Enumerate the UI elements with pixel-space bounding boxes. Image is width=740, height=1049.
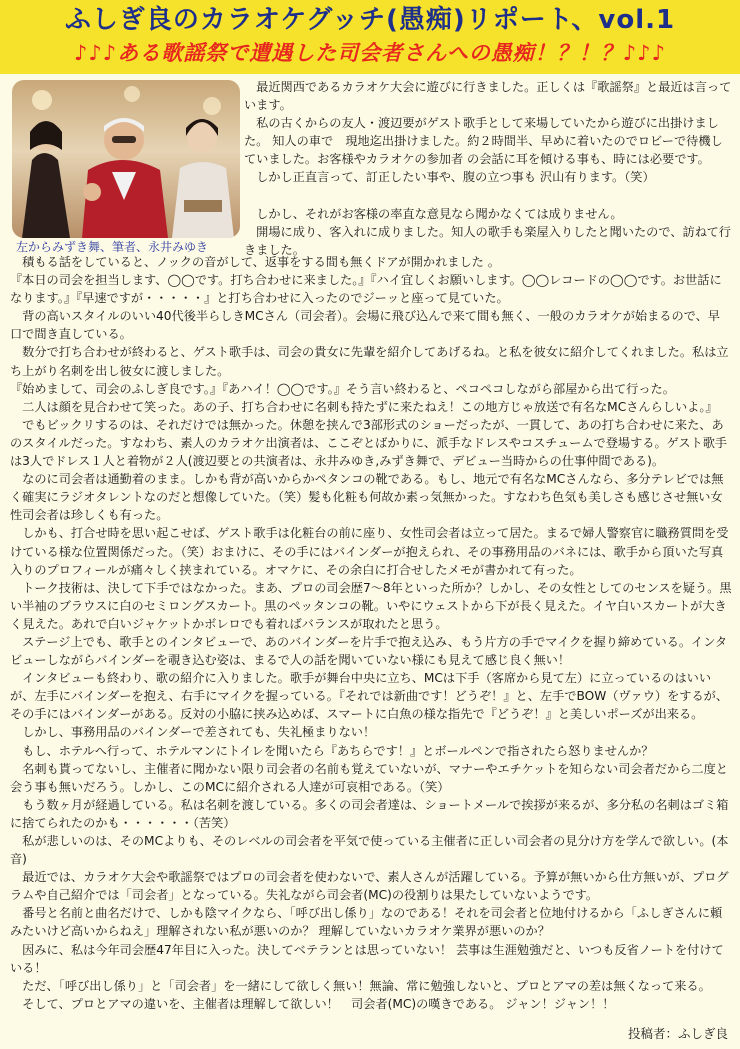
paragraph: しかも、打合せ時を思い起こせば、ゲスト歌手は化粧台の前に座り、女性司会者は立って居た。まるで婦人警察官に職務質問を受けている様な位置関係だった。（笑）おまけに、その手にはバインダーが抱えられ、その事務用品のバネには、歌手から頂いた写真入りのプロフィールが痛々しく挟まれている。オマケに、その余白に打合せしたメモが書かれて有った。	[10, 526, 729, 577]
photo-caption: 左からみずき舞、筆者、永井みゆき	[16, 240, 209, 254]
paragraph: 名刺も貰ってないし、主催者に聞かない限り司会者の名前も覚えていないが、マナーやエチケットを知らない司会者だから二度と会う事も無いだろう。しかし、このMCに紹介される人達が可哀相である。（笑）	[10, 761, 728, 794]
paragraph: 『始めまして、司会のふしぎ良です。』『あハイ！◯◯です。』そう言い終わると、ペコペコしながら部屋から出て行った。	[10, 381, 675, 396]
paragraph: インタビューも終わり、歌の紹介に入りました。歌手が舞台中央に立ち、MCは下手（客席から見て左）に立っているのはいいが、左手にバインダーを抱え、右手にマイクを握っている。『それでは新曲です！どうぞ！』と、左手でBOW（ヴァウ）をするが、その手にはバインダーがある。反対の小脇に挟み込めば、スマートに白魚の様な指先で『どうぞ！』と美しいポーズが出来る。	[10, 671, 729, 722]
paragraph: 開場に成り、客入れに成りました。知人の歌手も楽屋入りしたと聞いたので、訪ねて行きました。	[244, 224, 731, 257]
paragraph: 積もる話をしていると、ノックの音がして、返事をする間も無くドアが開かれました 。	[10, 255, 500, 269]
paragraph: 私の古くからの友人・渡辺要がゲスト歌手として来場していたから遊びに出掛けました。 知人の車で 現地迄出掛けました。約２時間半、早めに着いたのでロビーで待機していました。お客様やカラオケの参加者 の会話に耳を傾ける事も、時には必要です。	[244, 116, 723, 167]
header-banner	[0, 0, 740, 74]
paragraph: しかし正直言って、訂正したい事や、腹の立つ事も 沢山有ります。（笑）	[244, 170, 655, 185]
page-title: ふしぎ良のカラオケグッチ(愚痴)リポート、vol.1	[64, 5, 676, 35]
paragraph: 因みに、私は今年司会歴47年目に入った。決してベテランとは思っていない！ 芸事は生涯勉強だと、いつも反省ノートを付けている！	[10, 942, 724, 975]
paragraph: しかし、事務用品のバインダーで差されても、失礼極まりない！	[10, 725, 376, 740]
author-credit: 投稿者：ふしぎ良	[627, 1026, 728, 1041]
paragraph: 番号と名前と曲名だけで、しかも陰マイクなら、「呼び出し係り」なのである！それを司会者と位地付けるから「ふしぎさんに頼みたいけど高いからねえ」理解されない私が悪いのか？ 理解していないカラオケ業界が悪いのか？	[10, 906, 723, 939]
paragraph: 『本日の司会を担当します、◯◯です。打ち合わせに来ました。』『ハイ宜しくお願いします。◯◯レコードの◯◯です。お世話になります。』『早速ですが・・・・・』と打ち合わせに入ったのでジーッと座って見ていた。	[10, 273, 722, 306]
paragraph: トーク技術は、決して下手ではなかった。まあ、プロの司会歴7〜8年といった所か？しかし、その女性としてのセンスを疑う。黒い半袖のブラウスに白のセミロングスカート。黒のペッタンコの靴。いやにウェストから下が長く見えた。イヤ白いスカートが大きく見えた。あれで白いジャケットかボレロでも着ればバランスが取れたと思う。	[10, 580, 732, 631]
intro-text	[244, 78, 732, 259]
page-subtitle: ♪♪♪ある歌謡祭で遭遇した司会者さんへの愚痴！？！？♪♪♪	[74, 41, 666, 65]
paragraph: そして、プロとアマの違いを、主催者は理解して欲しい！ 司会者(MC)の嘆きである。 ジャン！ジャン！！	[10, 996, 615, 1011]
paragraph: 数分で打ち合わせが終わると、ゲスト歌手は、司会の貴女に先輩を紹介してあげるね。と私を彼女に紹介してくれました。私は立ち上がり名刺を出し彼女に渡しました。	[10, 345, 729, 378]
paragraph: ステージ上でも、歌手とのインタビューで、あのバインダーを片手で抱え込み、もう片方の手でマイクを握り締めている。インタビューしながらバインダーを覗き込む姿は、まるで人の話を聞いていない様にも見えて感じ良く無い！	[10, 634, 728, 668]
paragraph: もし、ホテルへ行って、ホテルマンにトイレを聞いたら『あちらです！』とボールペンで指されたら怒りませんか？	[10, 743, 654, 758]
paragraph: なのに司会者は通勤着のまま。しかも背が高いからかペタンコの靴である。もし、地元で有名なMCさんなら、多分テレビでは無く確実にラジオタレントなのだと想像していた。（笑）髪も化粧も何故か素っ気無かった。すなわち色気も美しさも感じさせ無い女性司会者は珍しくも有った。	[10, 472, 724, 523]
paragraph: 最近関西であるカラオケ大会に遊びに行きました。正しくは『歌謡祭』と最近は言っています。	[244, 80, 732, 113]
article-body	[10, 253, 732, 1013]
paragraph: 私が悲しいのは、そのMCよりも、そのレベルの司会者を平気で使っている主催者に正しい司会者の見分け方を学んで欲しい。(本音)	[10, 834, 729, 867]
singers-photo	[12, 80, 240, 238]
paragraph: しかし、それがお客様の率直な意見なら聞かなくては成りません。	[244, 206, 623, 221]
paragraph: でもビックリするのは、それだけでは無かった。休憩を挟んで3部形式のショーだったが、一貫して、あの打ち合わせに来た、あのスタイルだった。すなわち、素人のカラオケ出演者は、ここぞとばかりに、派手なドレスやコスチュームで登場する。ゲスト歌手は3人でドレス１人と着物が２人(渡辺要との共演者は、永井みゆき,みずき舞で、デビュー当時からの仕事仲間である)。	[10, 417, 728, 469]
paragraph: 最近では、カラオケ大会や歌謡祭ではプロの司会者を使わないで、素人さんが活躍している。予算が無いから仕方無いが、プログラムや自己紹介では「司会者」となっている。失礼ながら司会者(MC)の役割りは果たしていないようです。	[10, 870, 729, 903]
paragraph: ただ、「呼び出し係り」と「司会者」を一緒にして欲しく無い！無論、常に勉強しないと、プロとアマの差は無くなって来る。	[10, 978, 711, 993]
blank-line	[244, 187, 732, 205]
paragraph: 二人は顔を見合わせて笑った。あの子、打ち合わせに名刺も持たずに来たねえ！この地方じゃ放送で有名なMCさんらしいよ。』	[10, 399, 718, 414]
paragraph: もう数ヶ月が経過している。私は名刺を渡している。多くの司会者達は、ショートメールで挨拶が来るが、多分私の名刺はゴミ箱に捨てられたのかも・・・・・・（苦笑）	[10, 797, 729, 830]
paragraph: 背の高いスタイルのいい40代後半らしきMCさん（司会者）。会場に飛び込んで来て間も無く、一般のカラオケが始まるので、早口で間き直している。	[10, 309, 720, 342]
